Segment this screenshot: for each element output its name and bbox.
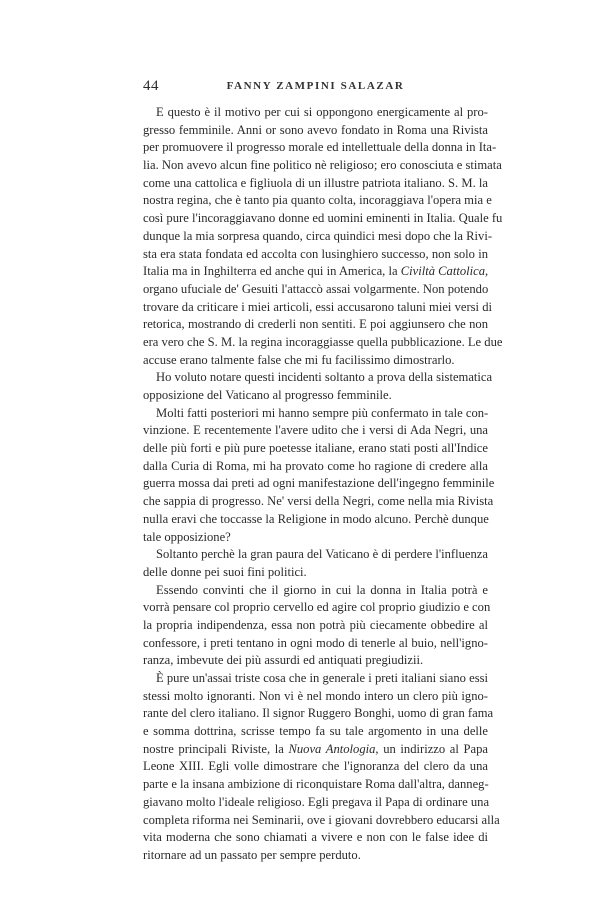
- text-line: stessi molto ignoranti. Non vi è nel mondo intero un clero più igno-: [143, 688, 488, 703]
- text-line: ritornare ad un passato per sempre perduto.: [143, 847, 361, 862]
- italic-title: Nuova Antologia: [288, 741, 376, 756]
- text-line: tale opposizione?: [143, 529, 231, 544]
- text-line: È pure un'assai triste cosa che in generale i preti italiani siano essi: [156, 671, 488, 685]
- text-line: dunque la mia sorpresa quando, circa quindici mesi dopo che la Rivi-: [143, 228, 493, 243]
- text-line: e somma dottrina, scrisse tempo fa su tale argomento in una delle: [143, 724, 488, 739]
- text-line: trovare da criticare i miei articoli, essi accusarono taluni miei versi di: [143, 299, 492, 314]
- text-line: delle donne pei suoi fini politici.: [143, 564, 307, 579]
- text-line: gresso femminile. Anni or sono avevo fondato in Roma una Rivista: [143, 122, 488, 137]
- text-line: organo ufuciale de' Gesuiti l'attaccò assai volgarmente. Non potendo: [143, 281, 489, 296]
- text-line: delle più forti e più pure poetesse italiane, erano stati posti all'Indice: [143, 441, 488, 456]
- text-line: che sappia di progresso. Ne' versi della Negri, come nella mia Rivista: [143, 494, 494, 509]
- text-line: opposizione del Vaticano al progresso femminile.: [143, 388, 392, 402]
- text-line: vorrà pensare col proprio cervello ed agire col proprio giudizio e con: [143, 600, 491, 615]
- running-head: FANNY ZAMPINI SALAZAR: [226, 80, 405, 92]
- body-text: [143, 104, 503, 865]
- text-line: dalla Curia di Roma, mi ha provato come ho ragione di credere alla: [143, 458, 488, 473]
- text-line: E questo è il motivo per cui si oppongono energicamente al pro-: [156, 105, 488, 119]
- text-line: accuse erano talmente false che mi fu facilissimo dimostrarlo.: [143, 352, 455, 367]
- text-line: confessore, i preti tentano in ogni modo di tenerle al buio, nell'igno-: [143, 635, 488, 650]
- text-line: vita moderna che sono chiamati a vivere e non con le false idee di: [143, 830, 488, 845]
- text-line: guerra mossa dai preti ad ogni manifestazione dell'ingegno femminile: [143, 476, 495, 491]
- text-line: così pure l'incoraggiavano donne ed uomini eminenti in Italia. Quale fu: [143, 211, 503, 226]
- text-line: lia. Non avevo alcun fine politico nè religioso; ero conosciuta e stimata: [143, 158, 502, 173]
- text-line: Leone XIII. Egli volle dimostrare che l'ignoranza del clero da una: [143, 759, 488, 774]
- text-line: nulla eravi che toccasse la Religione in modo alcuno. Perchè dunque: [143, 511, 489, 526]
- text-line: come una cattolica e figliuola di un illustre patriota italiano. S. M. la: [143, 175, 488, 190]
- italic-title: Civiltà Cattolica: [400, 264, 486, 279]
- text-line: giavano molto l'ideale religioso. Egli pregava il Papa di ordinare una: [143, 794, 490, 809]
- text-line: sta era stata fondata ed accolta con lusinghiero successo, non solo in: [143, 246, 488, 261]
- text-line: Ho voluto notare questi incidenti soltanto a prova della sistematica: [156, 370, 493, 385]
- text-line: completa riforma nei Seminarii, ove i giovani dovrebbero educarsi alla: [143, 812, 500, 827]
- text-line: vinzione. E recentemente l'avere udito che i versi di Ada Negri, una: [143, 423, 488, 438]
- text-line: la propria indipendenza, essa non potrà più ciecamente obbedire al: [143, 617, 488, 632]
- text-line: Molti fatti posteriori mi hanno sempre più confermato in tale con-: [156, 405, 489, 420]
- text-line: rante del clero italiano. Il signor Ruggero Bonghi, uomo di gran fama: [143, 706, 494, 721]
- text-line: per promuovere il progresso morale ed intellettuale della donna in Ita-: [143, 140, 497, 155]
- text-line: Essendo convinti che il giorno in cui la donna in Italia potrà e: [156, 582, 488, 597]
- text-line: ranza, imbevute dei più assurdi ed antiquati pregiudizii.: [143, 653, 424, 668]
- text-line: nostra regina, che è tanto pia quanto colta, incoraggiava l'opera mia e: [143, 193, 492, 208]
- page-header: [143, 78, 488, 100]
- text-line: retorica, mostrando di crederli non sentiti. E poi aggiunsero che non: [143, 317, 488, 332]
- text-line: nostre principali Riviste, la Nuova Antologia, un indirizzo al Papa: [143, 741, 488, 756]
- text-line: Soltanto perchè la gran paura del Vaticano è di perdere l'influenza: [156, 547, 488, 562]
- text-line: era vero che S. M. la regina incoraggiasse quella pubblicazione. Le due: [143, 334, 503, 349]
- text-line: Italia ma in Inghilterra ed anche qui in America, la Civiltà Cattolica,: [143, 264, 489, 279]
- page-number: 44: [143, 78, 159, 94]
- text-line: parte e la insana ambizione di riconquistare Roma dall'altra, danneg-: [143, 777, 489, 792]
